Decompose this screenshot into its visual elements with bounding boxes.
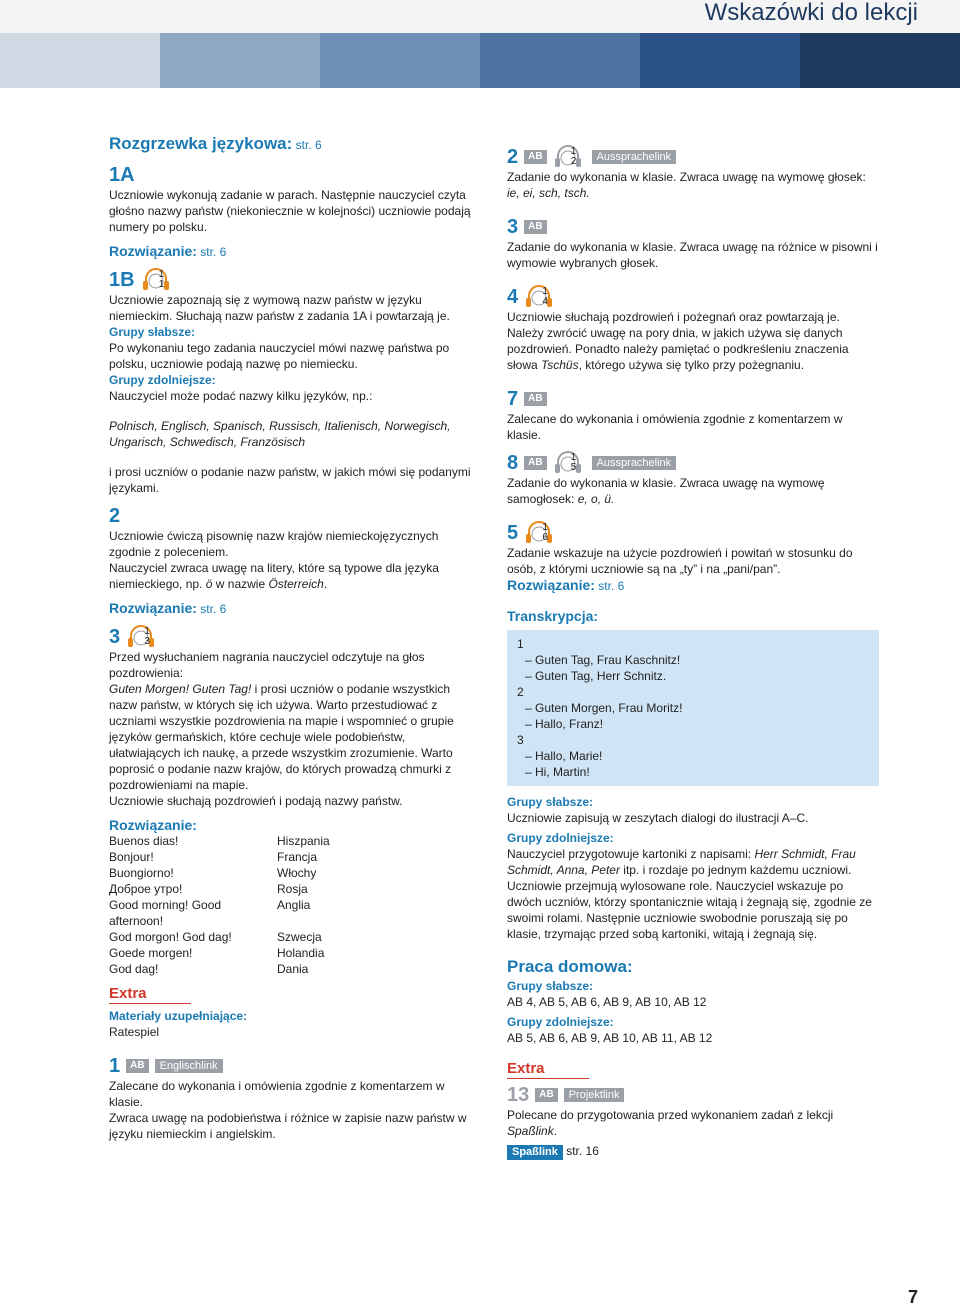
- exercise-3-text-3: Uczniowie słuchają pozdrowień i podają nazwy państw.: [109, 794, 403, 808]
- ab-badge: AB: [126, 1059, 148, 1073]
- transcript-line: – Hallo, Marie!: [517, 748, 869, 764]
- exercise-3-text-2: Guten Morgen! Guten Tag! i prosi uczniów o podanie wszystkich nazw państw, w których się ich używa. Warto przestudiować z uczniami wszystkie pozdrowienia na mapie i wspomnieć o grupie języków germańskich, które cechuje wiele podobieństw, ułatwiających ich naukę, a przede wszystkim zrozumienie. Warto poprosić o podanie nazw krajów, do których prowadzą chmurki z pozdrowieniami na mapie.: [109, 682, 454, 792]
- track-number: 1 6: [542, 522, 548, 543]
- solution-country: Szwecja: [277, 930, 322, 944]
- aussprachelink-badge: Aussprachelink: [592, 150, 677, 164]
- ab1-header: 1 AB Englischlink: [109, 1054, 479, 1078]
- banner-stripe: [0, 33, 160, 88]
- track-number: 1 1: [158, 269, 165, 290]
- r5-text: Zadanie wskazuje na użycie pozdrowień i powitań w stosunku do osób, z którymi uczniowie są na „ty” i na „pani/pan”.: [507, 546, 853, 576]
- homework-weak-label: Grupy słabsze:: [507, 979, 594, 993]
- exercise-3-header: 3 1 3: [109, 625, 479, 649]
- exercise-1b-text: Uczniowie zapoznają się z wymową nazw państw w języku niemieckim. Słuchają nazw państw z zadania 1A i powtarzają je.: [109, 293, 450, 323]
- track-number: 1 5: [570, 452, 577, 473]
- strong-group-text: Nauczyciel może podać nazwy kilku języków, np.:: [109, 389, 373, 403]
- transcript-box: [507, 630, 879, 786]
- solution-greeting: Good morning! Good afternoon!: [109, 898, 222, 928]
- r13-text: Polecane do przygotowania przed wykonaniem zadań z lekcji Spaßlink.: [507, 1108, 834, 1138]
- r2-header: 2 AB 1 2 Aussprachelink: [507, 145, 879, 169]
- projektlink-badge: Projektlink: [564, 1088, 625, 1102]
- exercise-1b-header: 1B 1 1: [109, 268, 479, 292]
- r5-header: 5 1 6: [507, 521, 879, 545]
- solution-country: Francja: [277, 850, 318, 864]
- transcript-line: – Guten Tag, Frau Kaschnitz!: [517, 652, 869, 668]
- r2-text: Zadanie do wykonania w klasie. Zwraca uwagę na wymowę głosek: ie, ei, sch, tsch.: [507, 170, 866, 200]
- solution-greeting: Goede morgen!: [109, 946, 193, 960]
- solution-2: Rozwiązanie: str. 6: [109, 600, 227, 616]
- solution-country: Hiszpania: [277, 834, 330, 848]
- aussprachelink-badge: Aussprachelink: [592, 456, 677, 470]
- extra-heading: Extra: [109, 985, 191, 1004]
- solution-country: Anglia: [277, 898, 311, 912]
- right-column: [507, 145, 879, 1160]
- solution-1: Rozwiązanie: str. 6: [109, 243, 227, 259]
- r8-header: 8 AB 1 5 Aussprachelink: [507, 451, 879, 475]
- solution-table: [109, 833, 479, 977]
- ab-badge: AB: [524, 392, 546, 406]
- banner-stripe: [480, 33, 640, 88]
- extra-heading: Extra: [507, 1060, 589, 1079]
- exercise-3-text: Przed wysłuchaniem nagrania nauczyciel odczytuje na głos pozdrowienia:: [109, 650, 425, 680]
- solution-greeting: God morgon! God dag!: [109, 930, 232, 944]
- transcript-line: – Guten Morgen, Frau Moritz!: [517, 700, 869, 716]
- r5-solution: Rozwiązanie: str. 6: [507, 577, 625, 593]
- ab-badge: AB: [524, 150, 546, 164]
- strong-group-label: Grupy zdolniejsze:: [507, 831, 614, 845]
- r13-header: 13 AB Projektlink: [507, 1083, 879, 1107]
- solution-country: Dania: [277, 962, 309, 976]
- r4-text-2: Należy zwrócić uwagę na pory dnia, w jakich używa się danych pozdrowień. Ponadto należy pamiętać o podkreśleniu znaczenia słowa Tschüs, którego używa się tylko przy pożegnaniu.: [507, 326, 849, 372]
- banner-stripe: [640, 33, 800, 88]
- solution-3-label: Rozwiązanie:: [109, 817, 197, 833]
- header-bar: [0, 0, 960, 34]
- banner-stripe: [320, 33, 480, 88]
- weak-group-text: Uczniowie zapisują w zeszytach dialogi do ilustracji A–C.: [507, 811, 809, 825]
- r7-text: Zalecane do wykonania i omówienia zgodnie z komentarzem w klasie.: [507, 412, 843, 442]
- exercise-2-text-2: Nauczyciel zwraca uwagę na litery, które są typowe dla języka niemieckiego, np. ö w nazwie Österreich.: [109, 561, 439, 591]
- weak-group-text: Po wykonaniu tego zadania nauczyciel mówi nazwę państwa po polsku, uczniowie podają nazwę po niemiecku.: [109, 341, 450, 371]
- r8-text: Zadanie do wykonania w klasie. Zwraca uwagę na wymowę samogłosek: e, o, ü.: [507, 476, 825, 506]
- ab1-text: Zalecane do wykonania i omówienia zgodnie z komentarzem w klasie.: [109, 1079, 445, 1109]
- r7-header: 7 AB: [507, 387, 879, 411]
- spasslink-badge: Spaßlink: [507, 1145, 563, 1160]
- ab1-text-2: Zwraca uwagę na podobieństwa i różnice w zapisie nazw państw w języku niemieckim i angielskim.: [109, 1111, 467, 1141]
- track-number: 1 4: [542, 286, 548, 307]
- solution-country: Rosja: [277, 882, 308, 896]
- exercise-2-text: Uczniowie ćwiczą pisownię nazw krajów niemieckojęzycznych zgodnie z poleceniem.: [109, 529, 439, 559]
- transcript-line: – Hallo, Franz!: [517, 716, 869, 732]
- solution-greeting: Bonjour!: [109, 850, 154, 864]
- transcript-number: 3: [517, 733, 524, 747]
- ab-badge: AB: [535, 1088, 557, 1102]
- page-number: 7: [907, 1287, 918, 1307]
- homework-title: Praca domowa:: [507, 957, 633, 976]
- ab-badge: AB: [524, 456, 546, 470]
- solution-greeting: Доброе утро!: [109, 882, 183, 896]
- r4-text: Uczniowie słuchają pozdrowień i pożegnań oraz powtarzają je.: [507, 310, 840, 324]
- banner-stripe: [160, 33, 320, 88]
- materials-text: Ratespiel: [109, 1025, 160, 1039]
- spasslink-ref: Spaßlink str. 16: [507, 1143, 879, 1160]
- r3-header: 3 AB: [507, 215, 879, 239]
- englischlink-badge: Englischlink: [155, 1059, 223, 1073]
- solution-country: Holandia: [277, 946, 325, 960]
- exercise-1a-text: Uczniowie wykonują zadanie w parach. Następnie nauczyciel czyta głośno nazwy państw (niekoniecznie w kolejności) uczniowie podają numery po polsku.: [109, 188, 471, 234]
- solution-country: Włochy: [277, 866, 317, 880]
- left-column: [109, 133, 479, 1142]
- transcript-label: Transkrypcja:: [507, 608, 599, 624]
- homework-strong-label: Grupy zdolniejsze:: [507, 1015, 614, 1029]
- materials-label: Materiały uzupełniające:: [109, 1009, 248, 1023]
- solution-greeting: God dag!: [109, 962, 159, 976]
- exercise-1a-number: 1A: [109, 164, 135, 186]
- homework-strong-text: AB 5, AB 6, AB 9, AB 10, AB 11, AB 12: [507, 1031, 713, 1045]
- strong-group-text: Nauczyciel przygotowuje kartoniki z napisami: Herr Schmidt, Frau Schmidt, Anna, Peter itp. i rozdaje po jednym każdemu uczniowi. Uczniowie przejmują wylosowane role. Nauczyciel wskazuje po dwóch uczniów, którzy spontanicznie witają i żegnają się, zgodnie ze swoimi rolami. Następnie uczniowie swobodnie poruszają się po klasie, trzymając przed sobą kartoniki, witają i żegnają się.: [507, 847, 872, 941]
- r4-header: 4 1 4: [507, 285, 879, 309]
- weak-group-label: Grupy słabsze:: [109, 325, 196, 339]
- warmup-heading: Rozgrzewka językowa: str. 6: [109, 134, 322, 153]
- solution-greeting: Buongiorno!: [109, 866, 174, 880]
- track-number: 1 2: [570, 146, 577, 167]
- languages-list: Polnisch, Englisch, Spanisch, Russisch, Italienisch, Norwegisch, Ungarisch, Schwedisch, Französisch: [109, 419, 451, 449]
- strong-group-text-2: i prosi uczniów o podanie nazw państw, w jakich mówi się podanymi językami.: [109, 465, 471, 495]
- weak-group-label: Grupy słabsze:: [507, 795, 594, 809]
- exercise-2-number: 2: [109, 505, 121, 527]
- track-number: 1 3: [144, 626, 150, 647]
- transcript-number: 2: [517, 685, 524, 699]
- page-title: Wskazówki do lekcji: [704, 0, 918, 26]
- ab-badge: AB: [524, 220, 546, 234]
- r3-text: Zadanie do wykonania w klasie. Zwraca uwagę na różnice w pisowni i wymowie wybranych głosek.: [507, 240, 878, 270]
- solution-greeting: Buenos dias!: [109, 834, 179, 848]
- strong-group-label: Grupy zdolniejsze:: [109, 373, 216, 387]
- homework-weak-text: AB 4, AB 5, AB 6, AB 9, AB 10, AB 12: [507, 995, 707, 1009]
- transcript-number: 1: [517, 637, 524, 651]
- banner-stripe: [800, 33, 960, 88]
- header-banner: [0, 33, 960, 88]
- transcript-line: – Hi, Martin!: [517, 764, 869, 780]
- transcript-line: – Guten Tag, Herr Schnitz.: [517, 668, 869, 684]
